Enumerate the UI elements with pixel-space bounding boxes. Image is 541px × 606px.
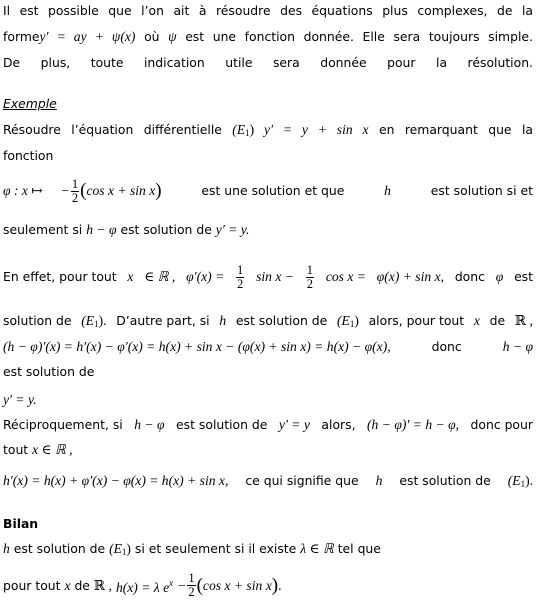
proof-sin: sin x − — [256, 269, 294, 284]
proof-cos: cos x = — [325, 269, 366, 284]
intro-text-1: Il est possible que l’on ait à résoudre des équations plus complexes, de la — [3, 3, 533, 18]
proof-E1-b — [337, 313, 359, 332]
intro-text-3: De plus, toute indication utile sera donnée pour la résolution. — [3, 55, 533, 70]
proof-eq-y-2: y′ = y — [278, 417, 310, 432]
frac-den: 2 — [71, 190, 79, 205]
example-line-3 — [3, 176, 533, 206]
proof-E1-close: ). — [98, 313, 107, 328]
proof-derivation: (h − φ)′(x) = h′(x) − φ′(x) = h(x) + sin x − (φ(x) + sin x) = h(x) − φ(x), — [3, 339, 391, 354]
bilan-E1 — [109, 541, 131, 556]
phi-function-def: φ : x ↦ — [3, 183, 43, 198]
bilan-exp: x — [169, 578, 174, 588]
proof-E1-b-sub: 1 — [349, 319, 355, 329]
frac-num: 1 — [237, 262, 244, 277]
bilan-text-1c: tel que — [337, 541, 381, 556]
bilan-E1-close: ) — [126, 541, 131, 556]
proof-in-R: ∈ ℝ , — [144, 269, 176, 284]
bilan-h-expr: h(x) = λ e — [115, 580, 170, 595]
h-symbol: h — [384, 183, 391, 198]
proof-text-8b: est solution de — [399, 473, 491, 488]
proof-text-6b: est solution de — [176, 417, 268, 432]
example-text-4b: est solution de — [120, 222, 212, 237]
paren-close: ) — [155, 180, 162, 201]
proof-E1-open: (E — [81, 313, 95, 328]
phi-symbol: φ — [495, 269, 504, 284]
proof-text-1b: donc — [454, 269, 485, 284]
example-line-2 — [3, 148, 53, 164]
proof-E1 — [81, 313, 106, 332]
intro-line-3 — [3, 55, 533, 71]
bilan-heading-text: Bilan — [3, 516, 39, 531]
paren-close: ) — [271, 574, 279, 596]
proof-text-2c: est solution de — [235, 313, 328, 328]
intro-text-2a: forme — [3, 29, 40, 44]
proof-line-6 — [3, 417, 533, 433]
proof-line-3 — [3, 339, 533, 355]
proof-text-6d: donc pour — [470, 417, 533, 432]
fraction-half-1 — [236, 264, 244, 291]
frac-den: 2 — [306, 276, 314, 291]
proof-text-7a: tout — [3, 442, 29, 457]
bilan-line-2 — [3, 568, 281, 603]
proof-text-3a: donc — [431, 339, 462, 354]
example-text-3a: est une solution et que — [201, 183, 345, 198]
minus-sign: − — [60, 183, 70, 198]
proof-text-8a: ce qui signifie que — [245, 473, 359, 488]
proof-text-1c: est — [514, 269, 533, 284]
example-text-1b: en remarquant que la — [378, 122, 533, 137]
example-eq-label-close: ) — [249, 122, 255, 137]
example-text-1a: Résoudre l’équation différentielle — [3, 122, 222, 137]
proof-line-2 — [3, 313, 533, 332]
proof-x: x — [127, 269, 134, 284]
proof-text-2a: solution de — [3, 313, 72, 328]
proof-h-minus-phi-2: h − φ — [134, 417, 165, 432]
intro-psi: ψ — [168, 29, 177, 44]
example-eq-2: y′ = y. — [215, 222, 250, 237]
bilan-x: x — [64, 577, 71, 593]
proof-text-6a: Réciproquement, si — [3, 417, 123, 432]
proof-line-8 — [3, 473, 533, 492]
proof-line-1 — [3, 262, 533, 292]
bilan-h: h — [3, 541, 10, 556]
example-line-4 — [3, 222, 249, 238]
intro-text-2c: est une fonction donnée. Elle sera toujours simple. — [185, 29, 533, 44]
proof-line-4 — [3, 364, 94, 380]
intro-line-2 — [3, 29, 533, 45]
example-text-2: fonction — [3, 148, 54, 163]
example-heading — [3, 96, 57, 112]
example-eq-label-sub: 1 — [245, 128, 250, 138]
proof-h-minus-phi: h − φ — [502, 339, 533, 354]
proof-h: h — [219, 313, 227, 328]
bilan-paren-content: cos x + sin x — [202, 577, 272, 593]
h-minus-phi: h − φ — [86, 222, 117, 237]
intro-equation: y′ = ay + ψ(x) — [39, 29, 136, 44]
bilan-minus: − — [177, 577, 187, 593]
bilan-E1-sub: 1 — [121, 547, 127, 557]
proof-E1-c-sub: 1 — [520, 479, 526, 489]
frac-den: 2 — [237, 276, 244, 291]
proof-text-6c: alors, — [321, 417, 356, 432]
intro-text-2b: où — [144, 29, 160, 44]
bilan-line-1 — [3, 541, 381, 560]
proof-text-4: est solution de — [3, 364, 95, 379]
paren-open: ( — [80, 180, 87, 201]
proof-E1-c-open: (E — [507, 473, 521, 488]
bilan-E1-open: (E — [109, 541, 122, 556]
proof-E1-b-open: (E — [336, 313, 350, 328]
proof-text-2b: D’autre part, si — [116, 313, 210, 328]
example-text-4a: seulement si — [3, 222, 83, 237]
bilan-text-1b: si et seulement si il existe — [134, 541, 297, 556]
example-eq: y′ = y + sin x — [264, 122, 369, 137]
proof-E1-c-close: ). — [525, 473, 533, 488]
bilan-fraction — [187, 572, 195, 599]
proof-deriv: (h − φ)′ = h − φ, — [367, 417, 460, 432]
proof-rhs: φ(x) + sin x, — [376, 269, 445, 284]
bilan-lambda: λ ∈ ℝ — [300, 541, 334, 556]
proof-line-5 — [3, 392, 37, 408]
bilan-R: ℝ , — [93, 577, 112, 593]
bilan-text-2a: pour tout — [3, 577, 61, 593]
fraction-half-2 — [306, 264, 314, 291]
proof-reciprocal: h′(x) = h(x) + φ′(x) − φ(x) = h(x) + sin x, — [3, 473, 229, 488]
proof-E1-sub: 1 — [94, 319, 99, 329]
proof-x-2: x — [473, 313, 480, 328]
example-eq-label-open: (E — [232, 122, 246, 137]
proof-eq-y: y′ = y. — [3, 392, 37, 407]
proof-h-2: h — [375, 473, 383, 488]
paren-open: ( — [196, 574, 203, 596]
fraction-one-half — [71, 178, 79, 205]
proof-text-1a: En effet, pour tout — [3, 269, 117, 284]
example-phi-def — [3, 176, 162, 206]
proof-text-2d: alors, pour tout — [368, 313, 465, 328]
frac-den: 2 — [188, 585, 195, 599]
bilan-period: . — [278, 577, 282, 593]
example-heading-text: Exemple — [3, 96, 57, 111]
phi-paren-content: cos x + sin x — [86, 183, 156, 198]
proof-R: ℝ , — [514, 313, 533, 328]
proof-E1-b-close: ) — [354, 313, 359, 328]
frac-num: 1 — [71, 176, 79, 191]
intro-line-1 — [3, 3, 533, 19]
bilan-text-2b: de — [74, 577, 90, 593]
phi-prime: φ′(x) = — [186, 269, 225, 284]
proof-E1-c — [508, 473, 533, 492]
frac-num: 1 — [188, 571, 195, 585]
proof-text-2e: de — [489, 313, 506, 328]
bilan-heading — [3, 516, 38, 532]
example-text-3b: est solution si et — [430, 183, 533, 198]
example-eq-label — [232, 122, 368, 137]
frac-num: 1 — [306, 262, 314, 277]
proof-x-in-R: x ∈ ℝ , — [32, 442, 73, 457]
bilan-text-1a: est solution de — [13, 541, 106, 556]
example-line-1 — [3, 122, 533, 141]
proof-line-7 — [3, 442, 73, 458]
bilan-solution — [116, 568, 173, 603]
